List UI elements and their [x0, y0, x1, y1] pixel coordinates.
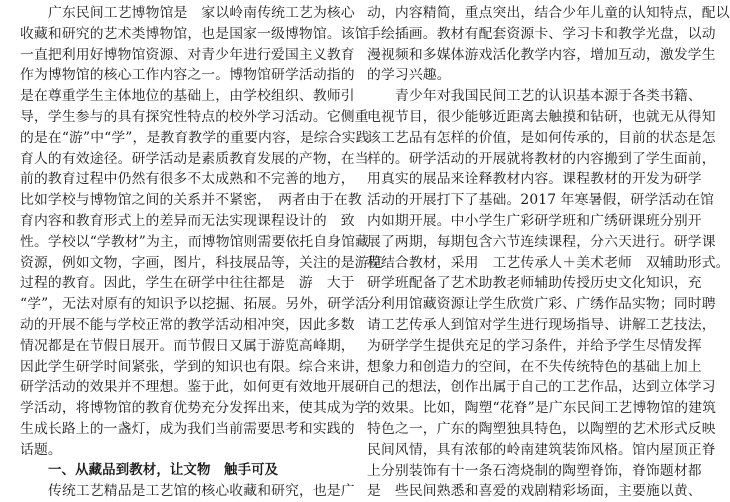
text-line: 的是在“游”中“学”，是教育教学的重要内容，是综合实践 [20, 129, 370, 146]
text-line: 的学习兴趣。 [367, 67, 451, 84]
text-line: 的效果。比如，陶塑“花脊”是广东民间工艺博物馆的建筑 [367, 400, 717, 417]
text-line: 育人的有效途径。研学活动是素质教育发展的产物，在当 [20, 150, 369, 167]
text-line: 分利用馆藏资源让学生欣赏广彩、广绣作品实物；同时聘 [367, 296, 716, 313]
text-line: 想象力和创造力的空间，在不失传统特色的基础上加上 [367, 358, 702, 375]
text-line: 用真实的展品来诠释教材内容。课程教材的开发为研学 [367, 171, 702, 188]
text-line: 活动的开展打下了基础。2017 年寒暑假，研学活动在馆 [367, 192, 715, 209]
text-line: 请工艺传承人到馆对学生进行现场指导、讲解工艺技法， [367, 316, 716, 333]
text-line: 动，内容精简，重点突出，结合少年儿童的认知特点，配以 [367, 5, 730, 21]
text-line: 传统工艺精品是工艺馆的核心收藏和研究，也是广 [48, 483, 355, 500]
text-line: 作为博物馆的核心工作内容之一。博物馆研学活动指的 [20, 67, 355, 84]
text-line: 因此学生研学时间紧张，学到的知识也有限。综合来讲， [20, 358, 369, 375]
text-line: 研学班配备了艺术助教老师辅助传授历史文化知识，充 [367, 275, 702, 292]
text-line: 过程的教育。因此，学生在研学中往往都是 游 大于 [20, 275, 355, 292]
text-line: 特色之一，广东的陶塑独具特色，以陶塑的艺术形式反映 [367, 420, 716, 437]
text-line: 自己的想法，创作出属于自己的工艺作品，达到立体学习 [367, 379, 716, 396]
text-line: 手绘插画。教材有配套资源卡、学习卡和教学光盘，以动 [367, 25, 716, 42]
text-line: 是 些民间熟悉和喜爱的戏剧精彩场面，主要施以黄、 [367, 483, 702, 500]
text-line: 电视节目，很少能够近距离去触摸和钻研，也就无从得知 [367, 108, 716, 125]
text-line: 情况都是在节假日展开。而节假日又属于游览高峰期， [20, 337, 355, 354]
text-line: 生成长路上的一盏灯，成为我们当前需要思考和实践的 [20, 420, 355, 437]
text-line: 一直把利用好博物馆资源、对青少年进行爱国主义教育 [20, 46, 355, 63]
text-line: 样的。研学活动的开展就将教材的内容搬到了学生面前， [367, 150, 716, 167]
text-line: 程结合教材，采用 工艺传承人＋美术老师 双辅助形式。 [367, 254, 730, 271]
text-line: 研学活动的效果并不理想。鉴于此，如何更有效地开展研 [20, 379, 369, 396]
text-line: 漫视频和多媒体游戏活化教学内容，增加互动，激发学生 [367, 46, 716, 63]
text-line: 该工艺品有怎样的价值，是如何传承的，目前的状态是怎 [367, 129, 716, 146]
text-line: 话题。 [20, 441, 62, 458]
text-line: 资源，例如文物，字画，图片，科技展品等，关注的是游览 [20, 254, 383, 271]
text-line: 育内容和教育形式上的差异而无法实现课程设计的 致 [20, 212, 355, 229]
text-line: 上分别装饰有十一条石湾烧制的陶塑脊饰，脊饰题材都 [367, 462, 702, 479]
text-line: 比如学校与博物馆之间的关系并不紧密， 两者由于在教 [20, 192, 362, 209]
text-line: 民间风情，具有浓郁的岭南建筑装饰风格。馆内屋顶正脊 [367, 441, 716, 458]
text-line: 学活动，将博物馆的教育优势充分发挥出来，使其成为学 [20, 400, 369, 417]
text-line: 动的开展不能与学校正常的教学活动相冲突，因此多数 [20, 316, 355, 333]
text-line: 性。学校以“学教材”为主，而博物馆则需要依托自身馆藏 [20, 233, 370, 250]
text-line: 收藏和研究的艺术类博物馆，也是国家一级博物馆。该馆 [20, 25, 369, 42]
text-line: 青少年对我国民间工艺的认识基本源于各类书籍、 [395, 88, 702, 105]
text-line: 内如期开展。中小学生广彩研学班和广绣研课班分别开 [367, 212, 702, 229]
left-column [20, 3, 383, 500]
text-line: 导，学生参与的具有探究性特点的校外学习活动。它侧重 [20, 108, 369, 125]
text-line: 为研学学生提供充足的学习条件，并给予学生尽情发挥 [367, 337, 702, 354]
text-line: 前的教育过程中仍然有很多不太成熟和不完善的地方， [20, 171, 355, 188]
text-line: 广东民间工艺博物馆是 家以岭南传统工艺为核心 [48, 5, 355, 21]
right-column [367, 3, 730, 500]
text-line: “学”，无法对原有的知识予以挖掘、拓展。另外，研学活 [20, 296, 370, 313]
text-line: 是在尊重学生主体地位的基础上，由学校组织、教师引 [20, 88, 355, 105]
text-line: 展了两期，每期包含六节连续课程，分六天进行。研学课 [367, 233, 716, 250]
section-heading: 一、从藏品到教材，让文物 触手可及 [48, 462, 279, 478]
